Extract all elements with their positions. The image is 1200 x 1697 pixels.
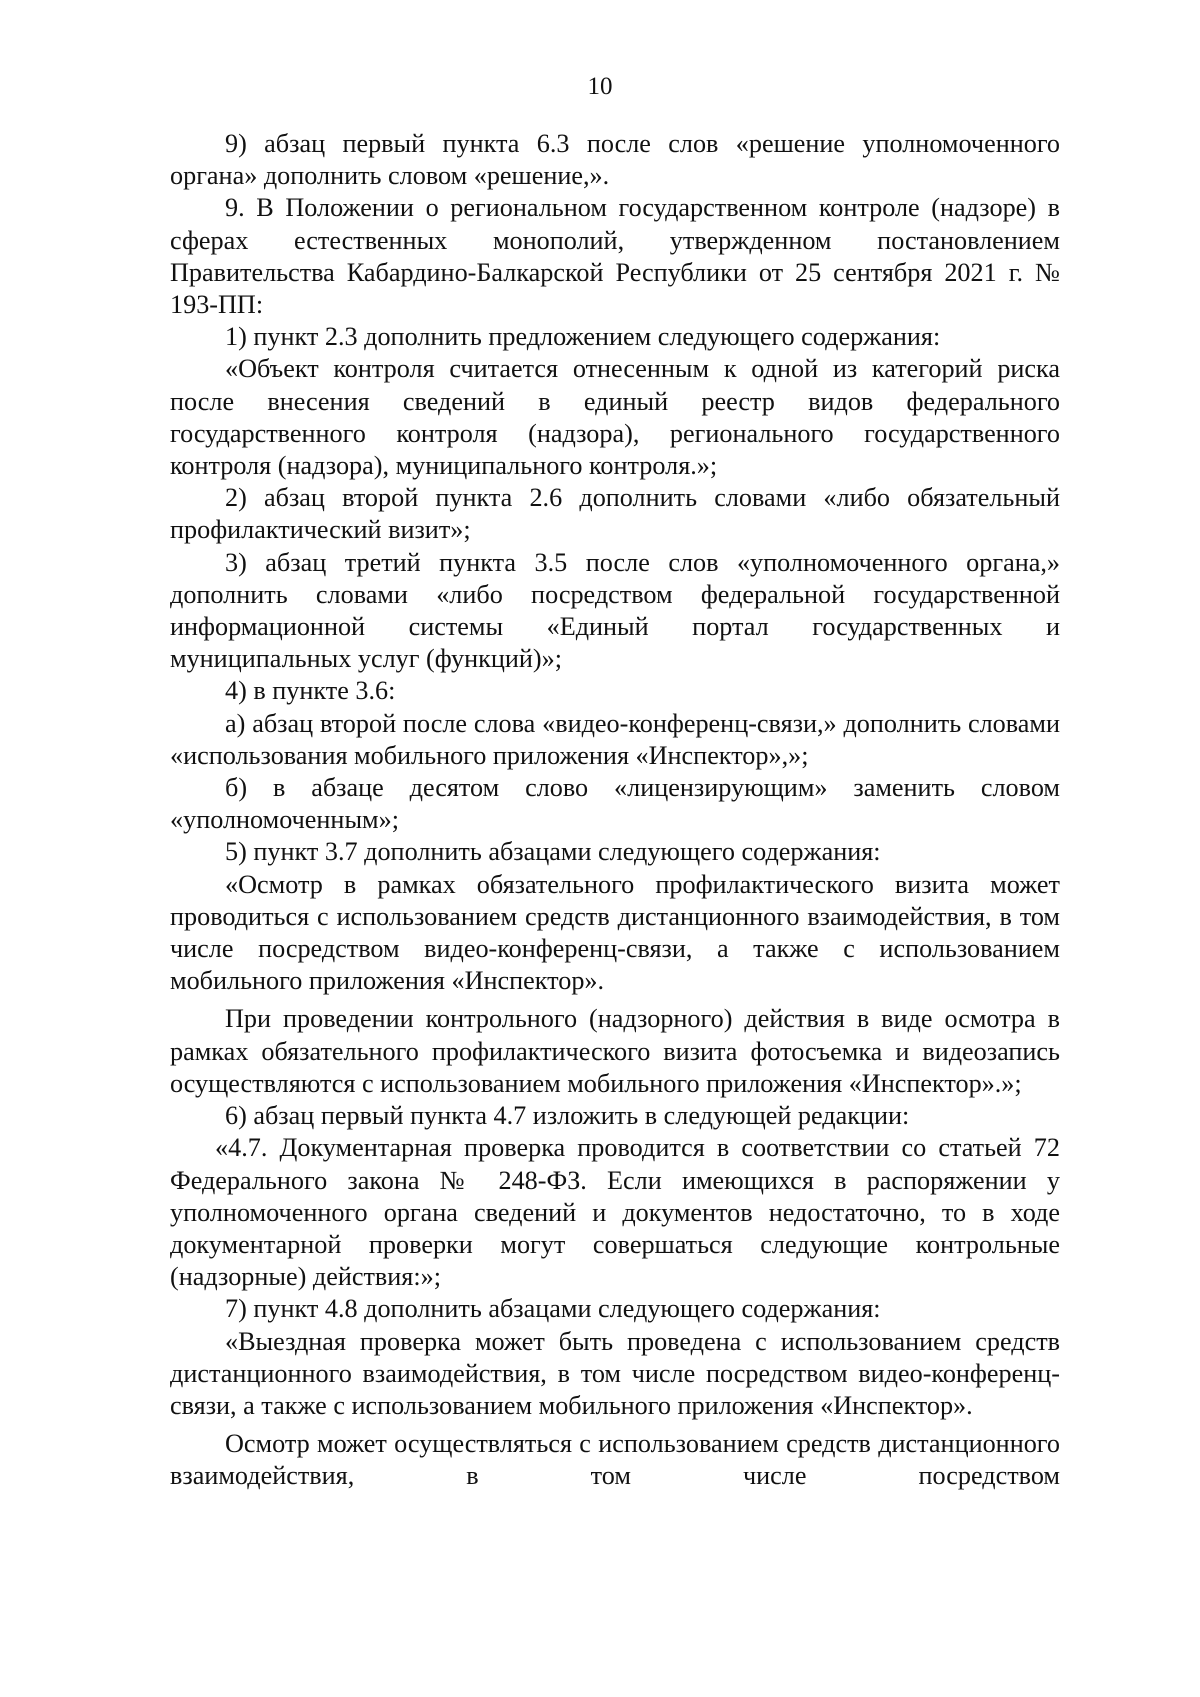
paragraph-item-4: 4) в пункте 3.6:	[225, 676, 396, 706]
paragraph-quote-inspection: «Осмотр в рамках обязательного профилактического визита может проводиться с использованием средств дистанционного взаимодействия, в том числе посредством видео-конференц-связи, а также с использованием мобильного приложения «Инспектор».	[170, 869, 1060, 996]
paragraph-quote-onsite: «Выездная проверка может быть проведена с использованием средств дистанционного взаимодействия, в том числе посредством видео-конференц-связи, а также с использованием мобильного приложения «Инспектор».	[170, 1326, 1060, 1420]
paragraph-quote-photo: При проведении контрольного (надзорного) действия в виде осмотра в рамках обязательного профилактического визита фотосъемка и видеозапись осуществляются с использованием мобильного приложения «Инспектор».»;	[170, 1004, 1060, 1098]
paragraph-quote-risk: «Объект контроля считается отнесенным к одной из категорий риска после внесения сведений в единый реестр видов федерального государственного контроля (надзора), регионального государственного контроля (надзора), муниципального контроля.»;	[170, 354, 1060, 481]
paragraph-item-4a: а) абзац второй после слова «видео-конференц-связи,» дополнить словами «использования мобильного приложения «Инспектор»,»;	[170, 708, 1060, 770]
paragraph-item-1: 1) пункт 2.3 дополнить предложением следующего содержания:	[225, 322, 941, 352]
paragraph-item-6: 6) абзац первый пункта 4.7 изложить в следующей редакции:	[225, 1101, 910, 1131]
page-number: 10	[587, 73, 613, 100]
paragraph-item-2: 2) абзац второй пункта 2.6 дополнить словами «либо обязательный профилактический визит»;	[170, 483, 1060, 545]
paragraph-amendment-9-sub: 9) абзац первый пункта 6.3 после слов «решение уполномоченного органа» дополнить словом «решение,».	[170, 129, 1060, 191]
document-body	[170, 128, 1060, 1493]
paragraph-inspection-remote: Осмотр может осуществляться с использованием средств дистанционного взаимодействия, в том числе посредством	[170, 1429, 1060, 1491]
paragraph-quote-4-7: «4.7. Документарная проверка проводится в соответствии со статьей 72 Федерального закона № 248-ФЗ. Если имеющихся в распоряжении у уполномоченного органа сведений и документов недостаточно, то в ходе документарной проверки могут совершаться следующие контрольные (надзорные) действия:»;	[170, 1133, 1060, 1292]
paragraph-section-9: 9. В Положении о региональном государственном контроле (надзоре) в сферах естественных монополий, утвержденном постановлением Правительства Кабардино-Балкарской Республики от 25 сентября 2021 г. № 193-ПП:	[170, 193, 1060, 320]
paragraph-item-7: 7) пункт 4.8 дополнить абзацами следующего содержания:	[225, 1294, 881, 1324]
paragraph-item-4b: б) в абзаце десятом слово «лицензирующим» заменить словом «уполномоченным»;	[170, 773, 1060, 835]
paragraph-item-3: 3) абзац третий пункта 3.5 после слов «уполномоченного органа,» дополнить словами «либо посредством федеральной государственной информационной системы «Единый портал государственных и муниципальных услуг (функций)»;	[170, 547, 1060, 674]
paragraph-item-5: 5) пункт 3.7 дополнить абзацами следующего содержания:	[225, 837, 881, 867]
